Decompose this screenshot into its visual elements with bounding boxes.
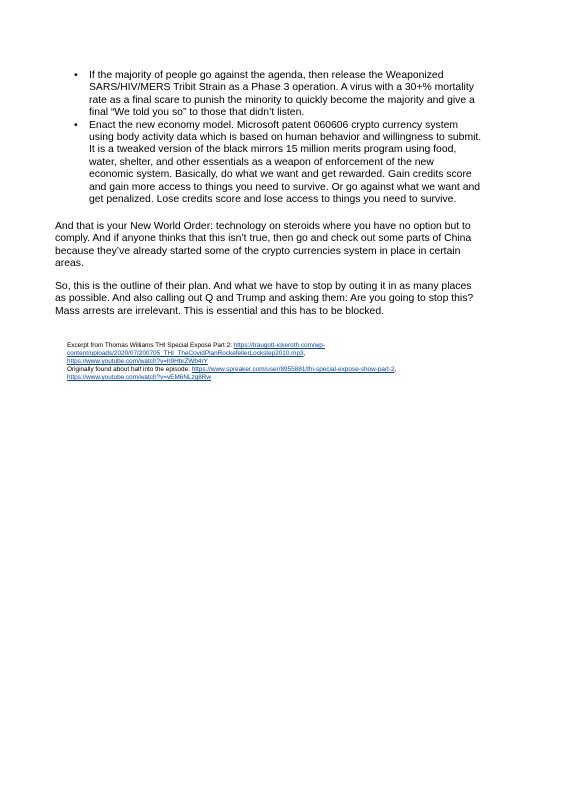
bullet-dot-icon: • [74,70,78,81]
list-item [72,70,502,120]
paragraph-new-world-order [55,221,505,271]
paragraph-outline-of-plan [55,281,505,318]
traugott-ickeroth-link-continued[interactable]: content/uploads/2020/07/200705_THI_TheCovidPlanRockefellerLockstep2010.mp3 [67,350,304,358]
paragraph-line: So, this is the outline of their plan. And what we have to stop by outing it in as many places [55,281,472,292]
youtube-link-2[interactable]: https://www.youtube.com/watch?v=vEM6NLzg8Rw [67,374,212,382]
excerpt-label: Excerpt from Thomas Williams THI Special Exposé Part 2: [67,342,234,349]
paragraph-line: Mass arrests are irrelevant. This is essential and this has to be blocked. [55,305,384,317]
comma-separator: , [303,350,306,358]
footnote-line-1 [67,342,507,350]
paragraph-line: And that is your New World Order: technology on steroids where you have no option but to [55,221,471,232]
footnote-line-2 [67,350,507,358]
youtube-link-1[interactable]: https://www.youtube.com/watch?v=h9HbrZWb4rY [67,358,208,366]
bullet-line: get penalized. Lose credits score and lose access to things you need to survive. [89,194,457,206]
paragraph-line: comply. And if anyone thinks that this isn’t true, then go and check out some parts of China [55,233,472,245]
comma-separator: , [394,366,397,374]
paragraph-line: because they’ve already started some of the crypto currencies system in place in certain [55,245,461,257]
bullet-line: using body activity data which is based on human behavior and willingness to submit. [89,132,482,144]
origin-label: Originally found about half into the episode: [67,366,192,374]
bullet-line: economic system. Basically, do what we want and get rewarded. Gain credits score [89,169,472,181]
bullet-line: If the majority of people go against the agenda, then release the Weaponized [89,70,444,81]
footnote [67,342,507,382]
bullet-list [72,70,502,206]
bullet-line: and gain more access to things you need to survive. Or go against what we want and [89,181,481,193]
footnote-line-3 [67,358,507,366]
bullet-line: final “We told you so” to those that didn’t listen. [89,107,305,119]
bullet-line: Enact the new economy model. Microsoft patent 060606 crypto currency system [89,119,459,131]
bullet-line: water, shelter, and other essentials as a weapon of enforcement of the new [89,156,434,168]
bullet-line: It is a tweaked version of the black mirrors 15 million merits program using food, [89,144,457,156]
bullet-line: SARS/HIV/MERS Tribit Strain as a Phase 3 operation. A virus with a 30+% mortality [89,82,474,94]
spreaker-link[interactable]: https://www.spreaker.com/user/8955881/thi-special-expose-show-part-2 [191,366,395,374]
list-item [72,120,502,207]
paragraph-line: areas. [55,258,84,270]
traugott-ickeroth-link[interactable]: https://traugott-ickeroth.com/wp- [233,342,325,349]
footnote-line-5 [67,374,507,382]
bullet-line: rate as a final scare to punish the minority to quickly become the majority and give a [89,94,475,106]
paragraph-line: as possible. And also calling out Q and Trump and asking them: Are you going to stop this? [55,293,474,305]
bullet-dot-icon: • [74,119,78,131]
footnote-line-4 [67,366,507,374]
